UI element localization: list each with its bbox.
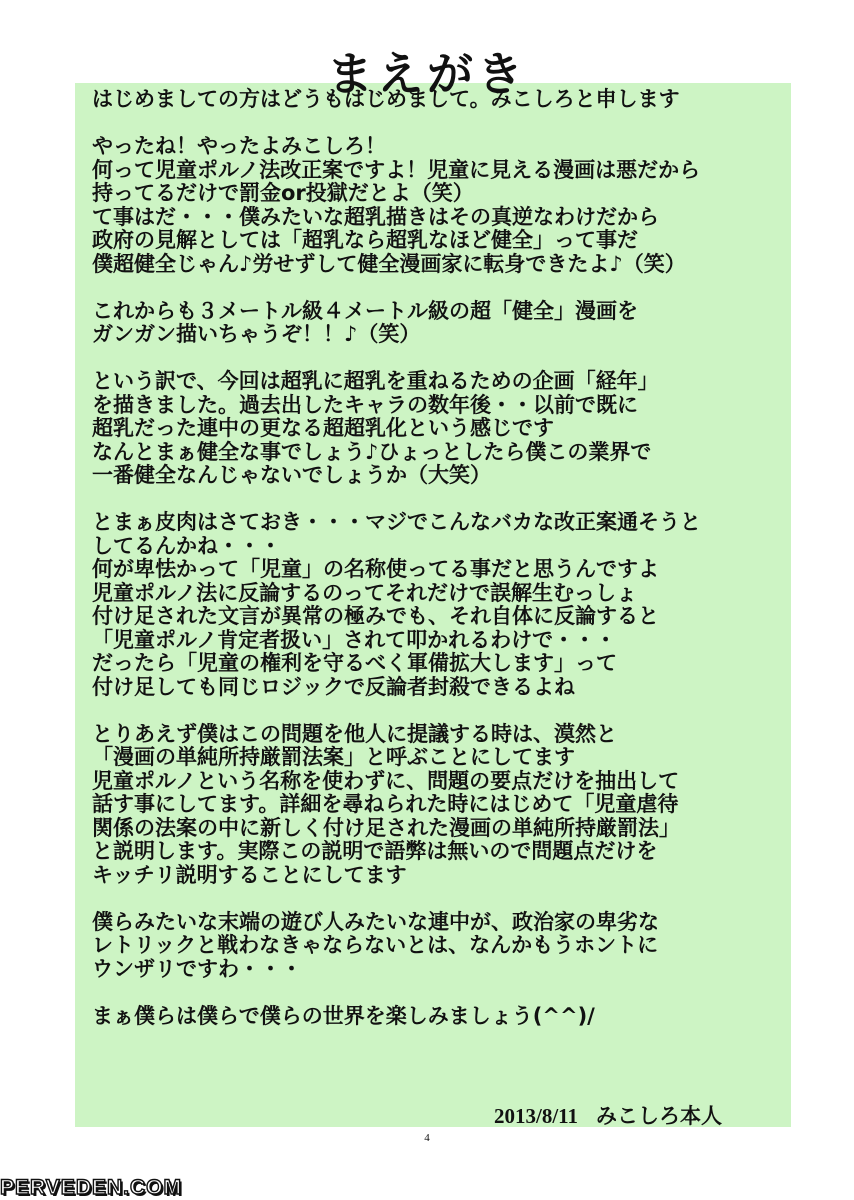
- page-title: まえがき: [327, 47, 527, 101]
- text-line: とりあえず僕はこの問題を他人に提議する時は、漠然と: [92, 721, 617, 746]
- text-line: 超乳だった連中の更なる超超乳化という感じです: [92, 416, 554, 440]
- signature-name: みこしろ本人: [596, 1104, 723, 1128]
- text-line: 「漫画の単純所持厳罰法案」と呼ぶことにしてます: [92, 745, 575, 769]
- text-line: という訳で、今回は超乳に超乳を重ねるための企画「経年」: [92, 369, 659, 393]
- signature: [494, 1100, 722, 1130]
- paragraph: [92, 511, 792, 699]
- text-line: ガンガン描いちゃうぞ！！♪（笑）: [92, 322, 421, 346]
- text-line: はじめましての方はどうもはじめまして。みこしろと申します: [92, 87, 680, 111]
- text-line: を描きました。過去出したキャラの数年後・・以前で既に: [92, 392, 638, 417]
- paragraph: [92, 723, 792, 888]
- paragraph: [92, 370, 792, 488]
- paragraph: [92, 1005, 792, 1029]
- paragraph: [92, 300, 792, 347]
- text-line: ウンザリですわ・・・: [92, 956, 302, 981]
- body-text: [92, 88, 792, 1052]
- text-line: 話す事にしてます。詳細を尋ねられた時にはじめて「児童虐待: [92, 792, 679, 816]
- text-line: 持ってるだけで罰金or投獄だとよ（笑）: [92, 181, 474, 205]
- text-line: なんとまぁ健全な事でしょう♪ひょっとしたら僕この業界で: [92, 439, 652, 464]
- text-line: 付け足しても同じロジックで反論者封殺できるよね: [92, 674, 575, 699]
- text-line: まぁ僕らは僕らで僕らの世界を楽しみましょう(^^)/: [92, 1003, 595, 1028]
- signature-date: 2013/8/11: [494, 1104, 579, 1128]
- text-line: とまぁ皮肉はさておき・・・マジでこんなバカな改正案通そうと: [92, 510, 701, 534]
- text-line: 政府の見解としては「超乳なら超乳なほど健全」って事だ: [92, 228, 638, 252]
- text-line: 児童ポルノ法に反論するのってそれだけで誤解生むっしょ: [92, 580, 637, 605]
- text-line: 僕らみたいな末端の遊び人みたいな連中が、政治家の卑劣な: [92, 909, 659, 934]
- text-line: 「児童ポルノ肯定者扱い」されて叩かれるわけで・・・: [92, 627, 617, 652]
- text-line: だったら「児童の権利を守るべく軍備拡大します」って: [92, 651, 617, 675]
- text-line: レトリックと戦わなきゃならないとは、なんかもうホントに: [92, 933, 659, 957]
- text-line: 付け足された文言が異常の極みでも、それ自体に反論すると: [92, 604, 659, 628]
- text-line: してるんかね・・・: [92, 533, 281, 558]
- text-line: やったね！やったよみこしろ！: [92, 134, 386, 158]
- text-line: これからも３メートル級４メートル級の超「健全」漫画を: [92, 298, 638, 323]
- paragraph: [92, 88, 792, 112]
- text-line: と説明します。実際この説明で語弊は無いので問題点だけを: [92, 839, 658, 863]
- text-line: 一番健全なんじゃないでしょうか（大笑）: [92, 463, 491, 487]
- page-number: 4: [424, 1132, 430, 1144]
- text-line: 何が卑怯かって「児童」の名称使ってる事だと思うんですよ: [92, 557, 659, 581]
- text-line: 僕超健全じゃん♪労せずして健全漫画家に転身できたよ♪（笑）: [92, 251, 686, 276]
- text-line: 関係の法案の中に新しく付け足された漫画の単純所持厳罰法」: [92, 815, 680, 840]
- text-line: て事はだ・・・僕みたいな超乳描きはその真逆なわけだから: [92, 204, 659, 229]
- paragraph: [92, 135, 792, 276]
- watermark-logo: PERVEDEN.COM: [0, 1176, 182, 1199]
- text-line: 児童ポルノという名称を使わずに、問題の要点だけを抽出して: [92, 768, 680, 793]
- text-line: キッチリ説明することにしてます: [92, 862, 407, 887]
- paragraph: [92, 911, 792, 982]
- text-line: 何って児童ポルノ法改正案ですよ！児童に見える漫画は悪だから: [92, 157, 701, 182]
